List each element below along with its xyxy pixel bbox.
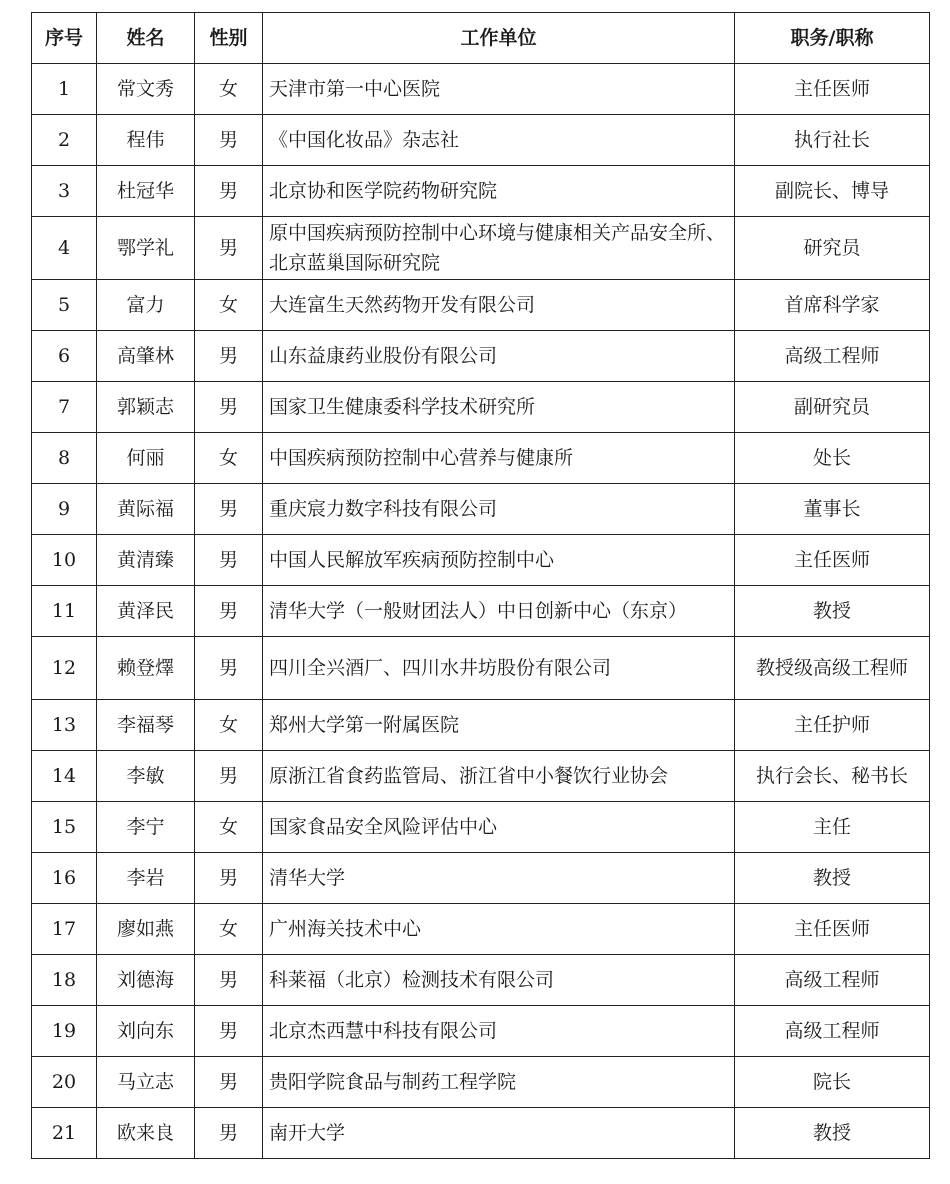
cell-name: 欧来良 — [97, 1108, 195, 1159]
cell-gender: 男 — [195, 751, 263, 802]
cell-title: 主任医师 — [735, 535, 930, 586]
cell-title: 执行会长、秘书长 — [735, 751, 930, 802]
cell-gender: 男 — [195, 484, 263, 535]
cell-name: 鄂学礼 — [97, 217, 195, 280]
cell-name: 何丽 — [97, 433, 195, 484]
header-name: 姓名 — [97, 13, 195, 64]
cell-no: 15 — [32, 802, 97, 853]
cell-name: 黄泽民 — [97, 586, 195, 637]
cell-title: 副院长、博导 — [735, 166, 930, 217]
cell-gender: 女 — [195, 802, 263, 853]
cell-gender: 女 — [195, 433, 263, 484]
table-row — [32, 586, 930, 637]
cell-name: 黄际福 — [97, 484, 195, 535]
cell-name: 杜冠华 — [97, 166, 195, 217]
table-row — [32, 1006, 930, 1057]
cell-title: 执行社长 — [735, 115, 930, 166]
cell-title: 副研究员 — [735, 382, 930, 433]
table-row — [32, 1057, 930, 1108]
table-row — [32, 802, 930, 853]
cell-name: 赖登燡 — [97, 637, 195, 700]
cell-no: 3 — [32, 166, 97, 217]
cell-no: 11 — [32, 586, 97, 637]
table-row — [32, 217, 930, 280]
cell-title: 研究员 — [735, 217, 930, 280]
cell-gender: 女 — [195, 280, 263, 331]
cell-org: 山东益康药业股份有限公司 — [263, 331, 735, 382]
cell-title: 高级工程师 — [735, 331, 930, 382]
table-row — [32, 331, 930, 382]
cell-gender: 男 — [195, 115, 263, 166]
cell-gender: 男 — [195, 1057, 263, 1108]
cell-no: 21 — [32, 1108, 97, 1159]
cell-title: 教授 — [735, 853, 930, 904]
cell-title: 董事长 — [735, 484, 930, 535]
table-row — [32, 700, 930, 751]
table-row — [32, 637, 930, 700]
cell-gender: 男 — [195, 331, 263, 382]
cell-gender: 男 — [195, 382, 263, 433]
header-org: 工作单位 — [263, 13, 735, 64]
table-row — [32, 1108, 930, 1159]
table-row — [32, 535, 930, 586]
table-row — [32, 166, 930, 217]
cell-title: 主任护师 — [735, 700, 930, 751]
cell-no: 17 — [32, 904, 97, 955]
cell-org: 大连富生天然药物开发有限公司 — [263, 280, 735, 331]
cell-name: 马立志 — [97, 1057, 195, 1108]
cell-title: 院长 — [735, 1057, 930, 1108]
cell-org: 北京协和医学院药物研究院 — [263, 166, 735, 217]
cell-no: 18 — [32, 955, 97, 1006]
cell-gender: 女 — [195, 904, 263, 955]
cell-org: 广州海关技术中心 — [263, 904, 735, 955]
cell-name: 高肇林 — [97, 331, 195, 382]
cell-org: 郑州大学第一附属医院 — [263, 700, 735, 751]
cell-name: 黄清臻 — [97, 535, 195, 586]
cell-no: 1 — [32, 64, 97, 115]
cell-gender: 男 — [195, 1108, 263, 1159]
cell-org: 科莱福（北京）检测技术有限公司 — [263, 955, 735, 1006]
cell-name: 李岩 — [97, 853, 195, 904]
cell-name: 刘德海 — [97, 955, 195, 1006]
cell-org: 四川全兴酒厂、四川水井坊股份有限公司 — [263, 637, 735, 700]
cell-no: 12 — [32, 637, 97, 700]
cell-name: 刘向东 — [97, 1006, 195, 1057]
header-title: 职务/职称 — [735, 13, 930, 64]
header-gender: 性别 — [195, 13, 263, 64]
cell-title: 主任 — [735, 802, 930, 853]
cell-title: 主任医师 — [735, 904, 930, 955]
cell-title: 处长 — [735, 433, 930, 484]
cell-name: 程伟 — [97, 115, 195, 166]
cell-org: 清华大学 — [263, 853, 735, 904]
table-row — [32, 853, 930, 904]
cell-gender: 女 — [195, 64, 263, 115]
table-row — [32, 115, 930, 166]
cell-org: 国家食品安全风险评估中心 — [263, 802, 735, 853]
cell-org: 贵阳学院食品与制药工程学院 — [263, 1057, 735, 1108]
cell-name: 富力 — [97, 280, 195, 331]
cell-org: 中国疾病预防控制中心营养与健康所 — [263, 433, 735, 484]
cell-name: 李敏 — [97, 751, 195, 802]
cell-name: 廖如燕 — [97, 904, 195, 955]
cell-no: 13 — [32, 700, 97, 751]
cell-org: 原浙江省食药监管局、浙江省中小餐饮行业协会 — [263, 751, 735, 802]
cell-title: 教授级高级工程师 — [735, 637, 930, 700]
cell-no: 16 — [32, 853, 97, 904]
cell-no: 7 — [32, 382, 97, 433]
table-row — [32, 64, 930, 115]
table-row — [32, 484, 930, 535]
table-header-row — [32, 13, 930, 64]
cell-org: 原中国疾病预防控制中心环境与健康相关产品安全所、北京蓝巢国际研究院 — [263, 217, 735, 280]
table-row — [32, 904, 930, 955]
cell-title: 主任医师 — [735, 64, 930, 115]
cell-org: 北京杰西慧中科技有限公司 — [263, 1006, 735, 1057]
cell-gender: 男 — [195, 586, 263, 637]
cell-no: 4 — [32, 217, 97, 280]
table-row — [32, 955, 930, 1006]
cell-title: 教授 — [735, 1108, 930, 1159]
cell-org: 《中国化妆品》杂志社 — [263, 115, 735, 166]
cell-org: 重庆宸力数字科技有限公司 — [263, 484, 735, 535]
cell-title: 高级工程师 — [735, 1006, 930, 1057]
cell-title: 高级工程师 — [735, 955, 930, 1006]
table-body — [32, 64, 930, 1159]
cell-name: 李宁 — [97, 802, 195, 853]
cell-title: 首席科学家 — [735, 280, 930, 331]
table-row — [32, 751, 930, 802]
cell-name: 郭颖志 — [97, 382, 195, 433]
cell-gender: 男 — [195, 637, 263, 700]
cell-gender: 男 — [195, 955, 263, 1006]
header-no: 序号 — [32, 13, 97, 64]
cell-name: 李福琴 — [97, 700, 195, 751]
cell-org: 清华大学（一般财团法人）中日创新中心（东京） — [263, 586, 735, 637]
cell-org: 天津市第一中心医院 — [263, 64, 735, 115]
cell-no: 9 — [32, 484, 97, 535]
cell-no: 8 — [32, 433, 97, 484]
cell-no: 20 — [32, 1057, 97, 1108]
cell-no: 5 — [32, 280, 97, 331]
cell-gender: 男 — [195, 1006, 263, 1057]
cell-gender: 男 — [195, 166, 263, 217]
cell-gender: 男 — [195, 853, 263, 904]
cell-name: 常文秀 — [97, 64, 195, 115]
table-row — [32, 433, 930, 484]
cell-gender: 女 — [195, 700, 263, 751]
table-row — [32, 280, 930, 331]
cell-gender: 男 — [195, 535, 263, 586]
cell-org: 国家卫生健康委科学技术研究所 — [263, 382, 735, 433]
cell-no: 10 — [32, 535, 97, 586]
cell-no: 2 — [32, 115, 97, 166]
cell-org: 中国人民解放军疾病预防控制中心 — [263, 535, 735, 586]
cell-no: 19 — [32, 1006, 97, 1057]
cell-title: 教授 — [735, 586, 930, 637]
cell-no: 14 — [32, 751, 97, 802]
cell-no: 6 — [32, 331, 97, 382]
cell-gender: 男 — [195, 217, 263, 280]
expert-roster-table — [31, 12, 930, 1159]
cell-org: 南开大学 — [263, 1108, 735, 1159]
table-row — [32, 382, 930, 433]
